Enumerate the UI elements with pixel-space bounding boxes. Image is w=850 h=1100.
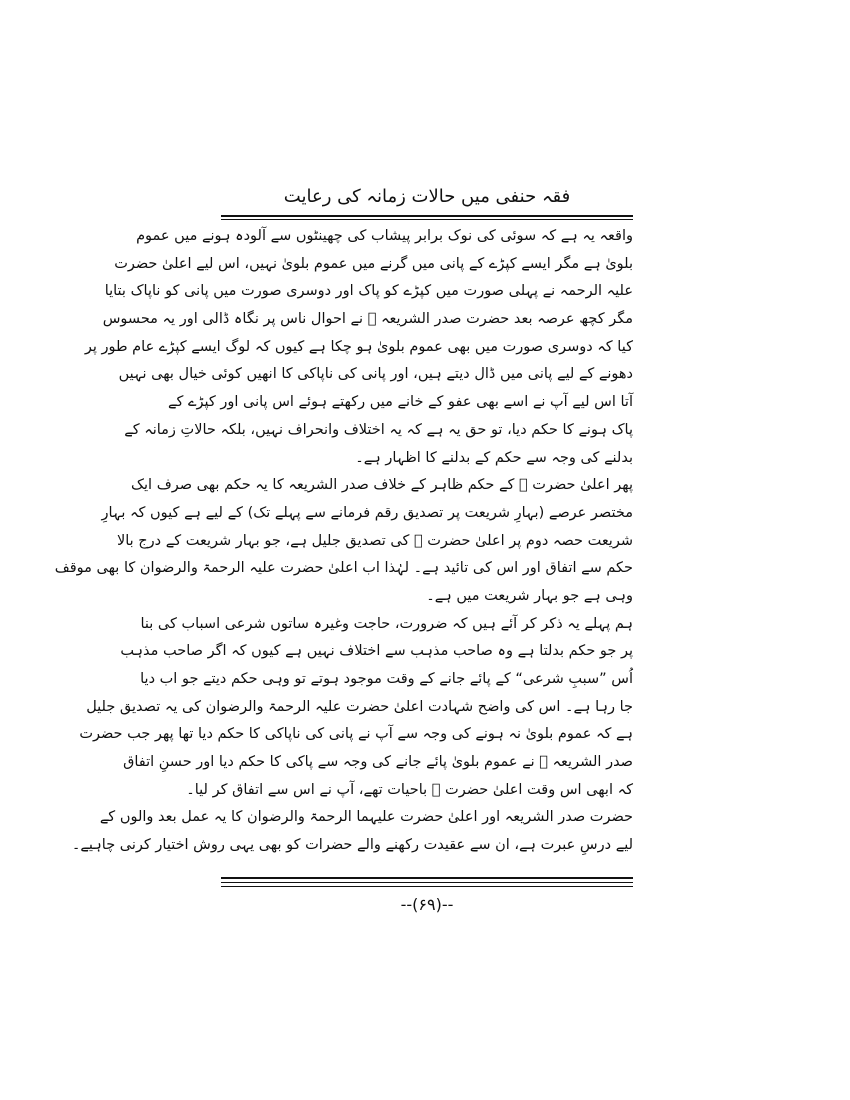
text-line: شریعت حصہ دوم پر اعلیٰ حضرت ﷫ کی تصدیق جلیل ہے، جو بہار شریعت کے درج بالا bbox=[116, 532, 633, 549]
footer-rule-middle bbox=[221, 882, 633, 883]
text-line: بدلنے کی وجہ سے حکم کے بدلنے کا اظہار ہے۔ bbox=[355, 449, 633, 466]
text-line: دھونے کے لیے پانی میں ڈال دیتے ہیں، اور پانی کی ناپاکی کا انھیں کوئی خیال بھی نہیں bbox=[118, 366, 633, 383]
text-line: ہم پہلے یہ ذکر کر آئے ہیں کہ ضرورت، حاجت وغیرہ ساتوں شرعی اسباب کی بنا bbox=[140, 615, 633, 632]
text-line: مختصر عرصے (بہارِ شریعت پر تصدیق رقم فرمانے سے پہلے تک) کے لیے ہے کیوں کہ بہارِ bbox=[101, 504, 633, 521]
header-rule-top bbox=[221, 215, 633, 217]
footer-rule-bottom bbox=[221, 886, 633, 887]
footer-rule-top bbox=[221, 877, 633, 879]
text-line: لیے درسِ عبرت ہے، ان سے عقیدت رکھنے والے حضرات کو بھی یہی روش اختیار کرنی چاہیے۔ bbox=[71, 837, 633, 854]
text-line: آتا اس لیے آپ نے اسے بھی عفو کے خانے میں رکھتے ہوئے اس پانی اور کپڑے کے bbox=[167, 394, 633, 411]
text-line: صدر الشریعہ ﷫ نے عموم بلویٰ پائے جانے کی وجہ سے پاکی کا حکم دیا اور حسنِ اتفاق bbox=[123, 754, 633, 771]
running-head: فقہ حنفی میں حالات زمانہ کی رعایت bbox=[283, 186, 571, 207]
text-line: حضرت صدر الشریعہ اور اعلیٰ حضرت علیہما الرحمۃ والرضوان کا یہ عمل بعد والوں کے bbox=[99, 809, 633, 826]
text-line: علیہ الرحمہ نے پہلی صورت میں کپڑے کو پاک اور دوسری صورت میں پانی کو ناپاک بتایا bbox=[104, 283, 633, 300]
text-line: پر جو حکم بدلتا ہے وہ صاحب مذہب سے اختلاف نہیں ہے کیوں کہ اگر صاحب مذہب bbox=[120, 643, 633, 660]
body-text bbox=[54, 223, 633, 860]
text-line: واقعہ یہ ہے کہ سوئی کی نوک برابر پیشاب کی چھینٹوں سے آلودہ ہونے میں عموم bbox=[136, 228, 633, 244]
text-line: بلویٰ ہے مگر ایسے کپڑے کے پانی میں گرنے میں عموم بلویٰ نہیں، اس لیے اعلیٰ حضرت bbox=[114, 255, 633, 272]
text-line: پاک ہونے کا حکم دیا، تو حق یہ ہے کہ یہ اختلاف وانحراف نہیں، بلکہ حالاتِ زمانہ کے bbox=[124, 421, 633, 438]
text-line: اُس ”سببِ شرعی“ کے پائے جانے کے وقت موجود ہوتے تو وہی حکم دیتے جو اب دیا bbox=[140, 671, 633, 687]
text-line: وہی ہے جو بہار شریعت میں ہے۔ bbox=[426, 587, 633, 604]
page-number: --(۶۹)-- bbox=[400, 895, 454, 914]
text-line: ہے کہ عموم بلویٰ نہ ہونے کی وجہ سے آپ نے پانی کی ناپاکی کا حکم دیا تھا پھر جب حضرت bbox=[79, 726, 633, 743]
book-page bbox=[54, 180, 633, 920]
text-line: پھر اعلیٰ حضرت ﷫ کے حکم ظاہر کے خلاف صدر الشریعہ کا یہ حکم بھی صرف ایک bbox=[131, 477, 633, 494]
text-line: حکم سے اتفاق اور اس کی تائید ہے۔ لہٰذا اب اعلیٰ حضرت علیہ الرحمۃ والرضوان کا بھی موقف bbox=[54, 560, 633, 577]
text-line: کیا کہ دوسری صورت میں بھی عموم بلویٰ ہو چکا ہے کیوں کہ لوگ ایسے کپڑے عام طور پر bbox=[84, 338, 633, 355]
text-line: کہ ابھی اس وقت اعلیٰ حضرت ﷫ باحیات تھے، آپ نے اس سے اتفاق کر لیا۔ bbox=[186, 781, 633, 798]
text-line: مگر کچھ عرصہ بعد حضرت صدر الشریعہ ﷫ نے احوال ناس پر نگاہ ڈالی اور یہ محسوس bbox=[102, 311, 633, 328]
text-line: جا رہا ہے۔ اس کی واضح شہادت اعلیٰ حضرت علیہ الرحمۃ والرضوان کی یہ تصدیق جلیل bbox=[86, 698, 633, 715]
header-rule-bottom bbox=[221, 219, 633, 220]
